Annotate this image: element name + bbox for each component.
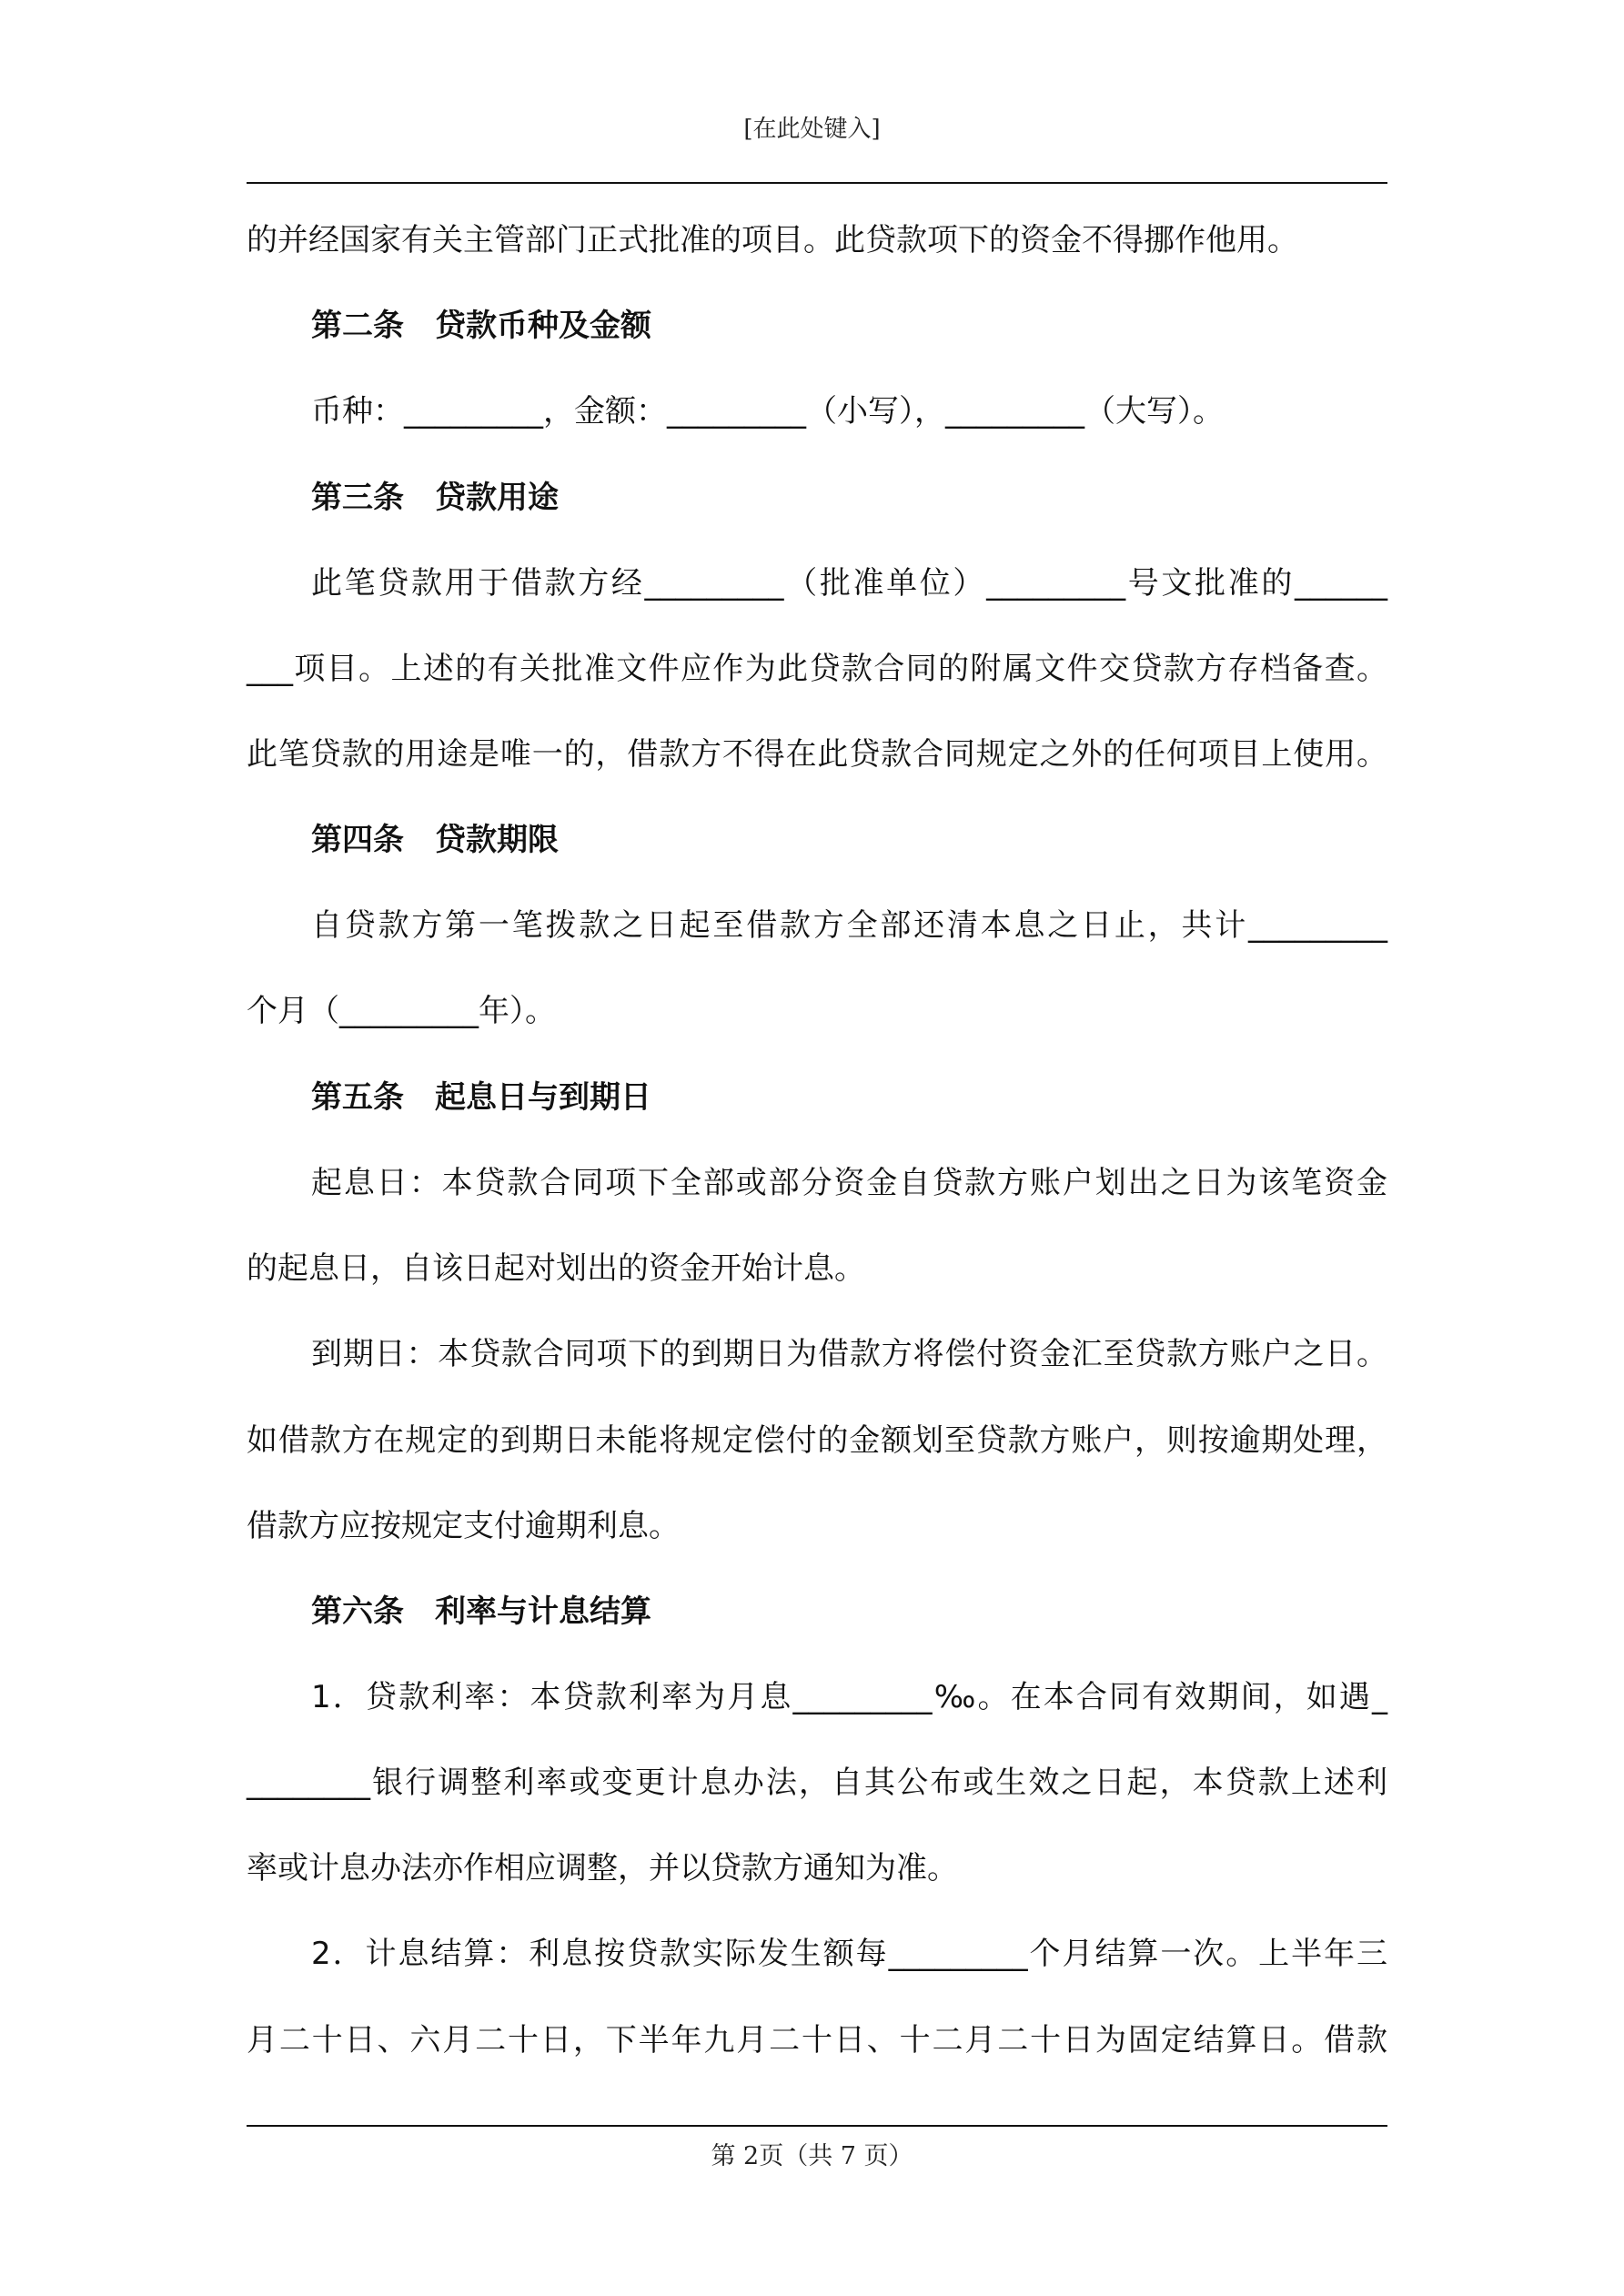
body-line: ________银行调整利率或变更计息办法，自其公布或生效之日起，本贷款上述利	[247, 1765, 1387, 1801]
body-line: 如借款方在规定的到期日未能将规定偿付的金额划至贷款方账户，则按逾期处理，	[247, 1422, 1387, 1459]
body-line: 2．计息结算：利息按贷款实际发生额每_________个月结算一次。上半年三	[311, 1936, 1387, 1972]
body-line: 个月（_________年）。	[247, 993, 556, 1029]
article-3-heading: 第三条 贷款用途	[311, 480, 559, 516]
body-line: 起息日：本贷款合同项下全部或部分资金自贷款方账户划出之日为该笔资金	[311, 1165, 1387, 1201]
body-line: 此笔贷款用于借款方经_________（批准单位）_________号文批准的______	[311, 565, 1387, 602]
body-line: 的起息日，自该日起对划出的资金开始计息。	[247, 1250, 865, 1287]
body-line: 币种：_________，金额：_________（小写），_________（大写）。	[311, 393, 1224, 430]
body-line: 1．贷款利率：本贷款利率为月息_________‰。在本合同有效期间，如遇_	[311, 1679, 1387, 1715]
footer-divider	[247, 2125, 1387, 2127]
body-line: 率或计息办法亦作相应调整，并以贷款方通知为准。	[247, 1850, 958, 1886]
header-divider	[247, 182, 1387, 184]
article-2-heading: 第二条 贷款币种及金额	[311, 308, 651, 344]
body-line: 月二十日、六月二十日，下半年九月二十日、十二月二十日为固定结算日。借款	[247, 2022, 1387, 2058]
body-line: 的并经国家有关主管部门正式批准的项目。此贷款项下的资金不得挪作他用。	[247, 222, 1298, 258]
page-header: [在此处键入]	[743, 116, 881, 143]
body-line: 此笔贷款的用途是唯一的，借款方不得在此贷款合同规定之外的任何项目上使用。	[247, 736, 1387, 773]
article-5-heading: 第五条 起息日与到期日	[311, 1079, 651, 1116]
body-line: 自贷款方第一笔拨款之日起至借款方全部还清本息之日止，共计_________	[311, 907, 1387, 944]
article-4-heading: 第四条 贷款期限	[311, 822, 559, 858]
body-line: ___项目。上述的有关批准文件应作为此贷款合同的附属文件交贷款方存档备查。	[247, 651, 1387, 687]
page-footer: 第 2页（共 7 页）	[711, 2142, 913, 2170]
body-line: 借款方应按规定支付逾期利息。	[247, 1508, 680, 1544]
article-6-heading: 第六条 利率与计息结算	[311, 1593, 651, 1630]
body-line: 到期日：本贷款合同项下的到期日为借款方将偿付资金汇至贷款方账户之日。	[311, 1336, 1387, 1372]
